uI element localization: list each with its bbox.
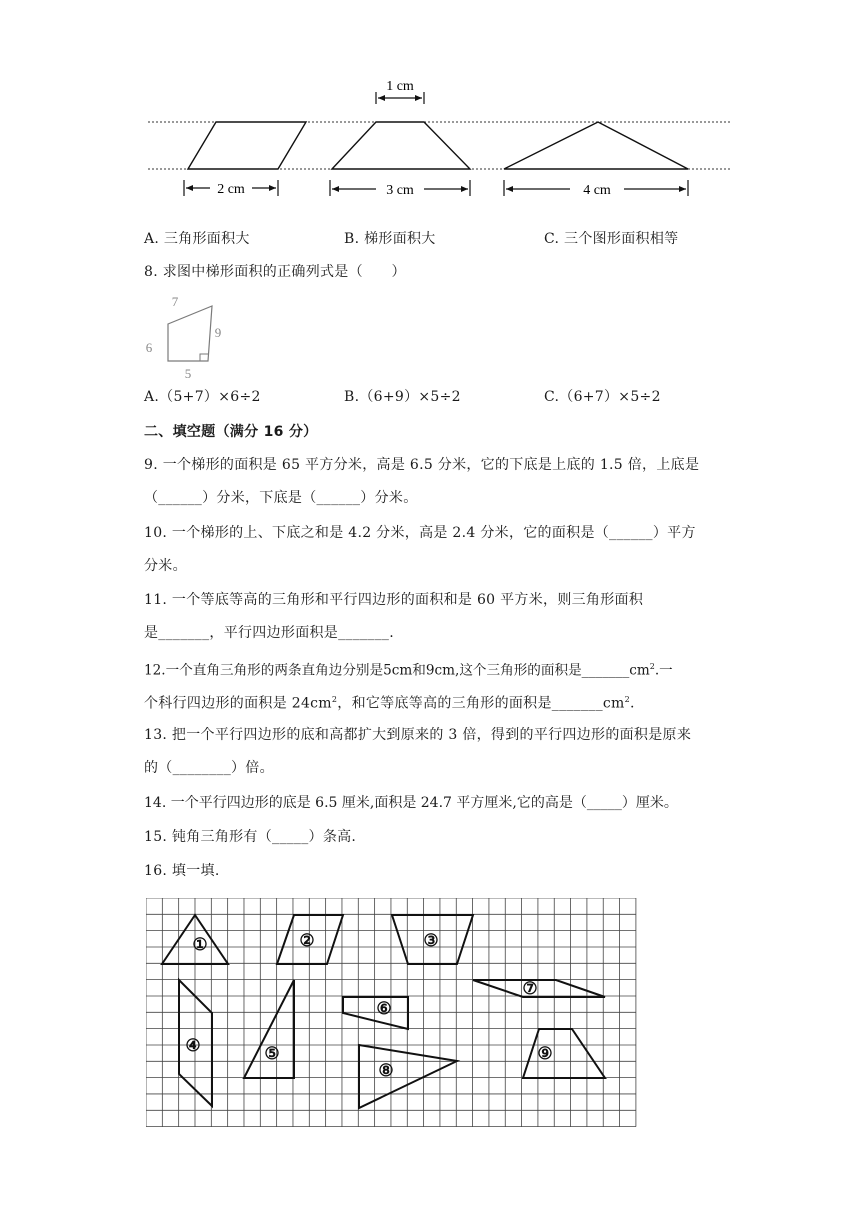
shape-4-label: ④ [185,1036,201,1055]
q7-option-b: B. 梯形面积大 [344,231,436,247]
q8-option-b: B.（6+9）×5÷2 [344,389,461,405]
q12-line1: 12.一个直角三角形的两条直角边分别是5cm和9cm,这个三角形的面积是$\_\_\_\_\_\_\_cm^2$.一 [144,662,673,679]
shape-9-trapezoid [523,1029,605,1078]
shape-1-label: ① [192,935,208,954]
shape-6-label: ⑥ [376,999,392,1018]
trapezoid [332,122,470,169]
dim-1cm: 1 cm [386,79,414,94]
q16-grid-figure [146,898,639,1127]
shape-7-parallelogram [473,980,605,997]
q14-line1: 14. 一个平行四边形的底是 6.5 厘米,面积是 24.7 平方厘米,它的高是（_____）厘米。 [144,795,678,811]
section-2-heading: 二、填空题（满分 16 分） [144,424,318,440]
q11-line2: 是_______，平行四边形面积是_______. [144,625,394,641]
dim-4cm: 4 cm [583,183,611,198]
q7-option-c: C. 三个图形面积相等 [544,231,679,247]
q9-line2: （______）分米，下底是（______）分米。 [144,490,418,506]
q11-line1: 11. 一个等底等高的三角形和平行四边形的面积和是 60 平方米，则三角形面积 [144,592,644,608]
q10-line1: 10. 一个梯形的上、下底之和是 4.2 分米，高是 2.4 分米，它的面积是（______）平方 [144,525,696,541]
q13-line2: 的（________）倍。 [144,760,274,776]
q13-line1: 13. 把一个平行四边形的底和高都扩大到原来的 3 倍，得到的平行四边形的面积是原来 [144,727,692,743]
shape-3-label: ③ [423,931,439,950]
shape-8-label: ⑧ [378,1061,394,1080]
shape-7-label: ⑦ [522,979,538,998]
q8-option-a: A.（5+7）×6÷2 [144,389,261,405]
q7-option-a: A. 三角形面积大 [144,231,250,247]
q8-label-left: 6 [145,340,153,355]
q8-option-c: C.（6+7）×5÷2 [544,389,661,405]
shape-9-label: ⑨ [537,1044,553,1063]
q15-line1: 15. 钝角三角形有（_____）条高. [144,829,357,845]
q9-line1: 9. 一个梯形的面积是 65 平方分米，高是 6.5 分米，它的下底是上底的 1.5 倍，上底是 [144,457,700,473]
q16-line1: 16. 填一填. [144,863,220,879]
q8-label-right: 9 [214,325,222,340]
dim-3cm: 3 cm [386,183,414,198]
dim-2cm: 2 cm [217,182,245,197]
shape-8-triangle [359,1045,457,1108]
triangle [504,122,688,169]
q12-line2: 个科行四边形的面积是 $24cm^2$，和它等底等高的三角形的面积是$\_\_\_\_\_\_\_cm^2$. [144,695,635,712]
parallelogram [188,122,306,169]
q8-label-bottom: 5 [184,366,192,380]
q8-stem: 8. 求图中梯形面积的正确列式是（ ） [144,264,406,280]
q8-trapezoid-figure [140,290,240,380]
q10-line2: 分米。 [144,558,187,574]
q8-label-top: 7 [171,294,179,309]
shape-2-label: ② [299,931,315,950]
shape-5-label: ⑤ [264,1044,280,1063]
q7-figure [140,76,740,200]
